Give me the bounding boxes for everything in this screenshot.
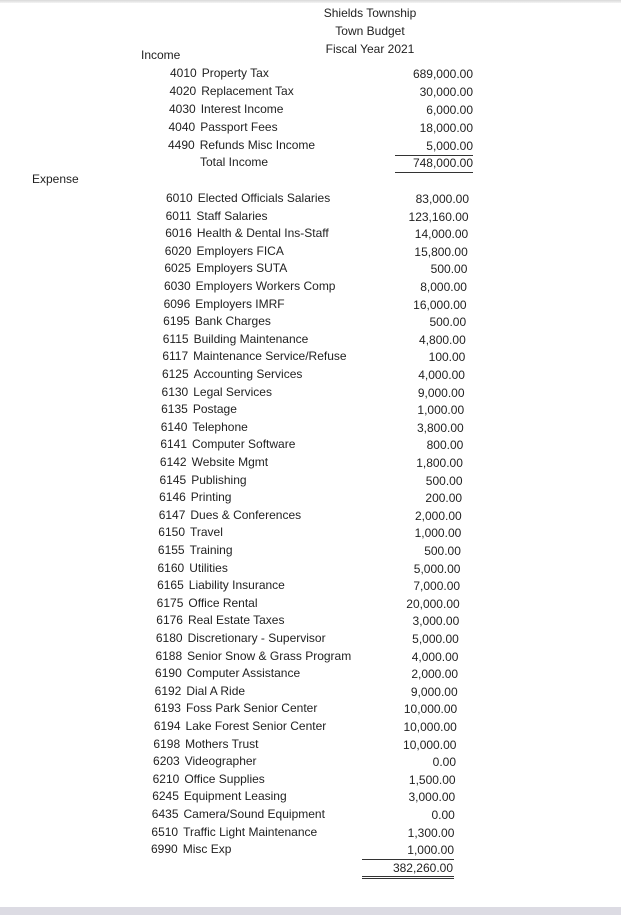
expense-account-code: 6195 [163,314,190,329]
expense-account-code: 6160 [157,560,185,575]
expense-account-code: 6025 [164,261,192,276]
expense-row [152,806,325,823]
expense-amount: 0.00 [432,755,457,770]
expense-row [155,665,300,682]
expense-account-code: 6165 [157,578,184,593]
expense-account-name: Employers SUTA [196,261,288,276]
expense-amount: 9,000.00 [417,385,465,400]
expense-row [161,401,237,418]
expense-account-code: 6192 [154,683,182,698]
expense-account-code: 6203 [153,754,180,769]
expense-row [152,788,286,805]
expense-account-code: 6130 [161,384,189,399]
expense-account-code: 6188 [155,648,183,663]
expense-account-name: Dues & Conferences [190,507,302,522]
expense-row [162,384,272,401]
expense-account-name: Telephone [192,419,248,434]
expense-row [158,524,223,541]
expense-account-code: 6194 [153,719,181,733]
income-amount: 30,000.00 [419,85,473,99]
expense-amount: 4,000.00 [411,649,459,664]
expense-amount: 3,800.00 [417,420,464,435]
income-account-code: 4020 [169,84,197,98]
expense-row [153,736,258,753]
expense-row [163,313,271,330]
expense-amount: 200.00 [425,491,463,506]
income-account-name: Passport Fees [200,120,278,134]
expense-account-code: 6010 [166,191,193,205]
expense-row [154,718,326,735]
expense-amount: 1,300.00 [407,825,455,840]
expense-account-code: 6096 [163,296,191,311]
expense-account-name: Bank Charges [194,314,271,329]
expense-account-name: Website Mgmt [191,455,269,469]
expense-amount: 7,000.00 [413,579,461,594]
income-amount: 689,000.00 [412,67,473,81]
total-income-label: Total Income [200,155,269,169]
expense-account-code: 6510 [151,824,179,839]
expense-amount: 10,000.00 [403,737,457,752]
expense-amount: 15,800.00 [414,244,468,259]
expense-row [159,489,231,506]
expense-account-code: 6150 [158,525,185,540]
expense-row [153,753,257,770]
expense-account-name: Building Maintenance [193,331,309,346]
expense-account-name: Employers Workers Comp [195,279,336,293]
expense-total-double-rule [362,876,454,879]
expense-account-name: Legal Services [193,384,272,399]
expense-row [162,348,346,365]
expense-row [164,260,287,277]
expense-amount: 800.00 [426,438,464,453]
expense-account-name: Publishing [191,472,247,487]
expense-amount: 1,000.00 [414,526,462,541]
expense-row [156,630,326,647]
expense-account-code: 6193 [154,701,181,716]
expense-amount: 3,000.00 [412,614,460,629]
expense-account-name: Postage [192,402,237,417]
expense-account-name: Discretionary - Supervisor [187,631,326,645]
expense-row [157,577,285,594]
expense-account-name: Liability Insurance [188,578,285,593]
expense-account-code: 6142 [159,455,187,469]
expense-account-code: 6180 [155,631,183,645]
expense-amount: 500.00 [425,473,463,488]
expense-amount: 2,000.00 [414,508,462,523]
expense-account-code: 6175 [156,595,184,610]
expense-row [160,436,295,453]
expense-account-name: Lake Forest Senior Center [185,719,327,733]
expense-account-code: 6141 [160,437,188,452]
income-row [170,65,269,82]
expense-account-code: 6198 [153,736,181,751]
income-account-code: 4490 [168,138,195,152]
expense-account-name: Videographer [184,754,257,769]
expense-amount: 3,000.00 [408,790,456,805]
expense-account-code: 6176 [156,613,183,628]
income-account-code: 4040 [168,120,196,134]
expense-account-code: 6145 [159,472,187,487]
expense-account-name: Misc Exp [182,842,232,857]
expense-amount: 4,000.00 [418,368,465,382]
expense-account-code: 6117 [162,349,189,364]
expense-amount: 83,000.00 [415,192,469,206]
expense-account-name: Staff Salaries [196,208,268,223]
expense-row [163,331,309,348]
expense-account-name: Office Supplies [184,771,265,786]
expense-account-code: 6135 [161,402,188,417]
expense-row [161,419,248,436]
expense-row [154,700,317,717]
income-account-name: Replacement Tax [201,84,294,98]
expense-account-code: 6140 [160,419,188,434]
expense-amount: 500.00 [429,315,467,330]
expense-account-name: Traffic Light Maintenance [183,824,318,839]
income-account-name: Refunds Misc Income [199,138,316,152]
expense-row [160,454,268,471]
expense-account-name: Accounting Services [193,367,303,381]
expense-amount: 1,000.00 [417,403,465,418]
expense-row [151,824,317,841]
expense-row [166,190,330,207]
expense-row [162,366,302,383]
expense-row [165,225,329,242]
expense-amount: 123,160.00 [408,209,469,224]
expense-row [158,542,233,559]
income-row [170,83,294,100]
income-account-code: 4010 [170,66,197,80]
expense-account-code: 6030 [163,279,191,293]
expense-row [159,507,301,524]
expense-account-name: Printing [190,490,232,505]
expense-row [157,560,227,577]
expense-account-code: 6210 [152,771,180,786]
expense-amount: 1,800.00 [416,456,463,470]
expense-row [164,278,336,295]
income-account-name: Property Tax [201,66,269,80]
viewer-bottom-bar [0,907,621,915]
expense-account-name: Office Rental [188,595,258,610]
expense-row [155,683,245,700]
expense-row [164,296,285,313]
expense-account-code: 6020 [164,243,192,258]
expense-account-name: Real Estate Taxes [187,613,285,628]
document-title-township: Shields Township [323,6,417,20]
income-amount: 18,000.00 [419,121,473,135]
expense-account-code: 6990 [151,842,178,857]
expense-row [151,841,231,858]
expense-account-name: Computer Software [192,437,296,452]
expense-amount: 100.00 [428,350,466,365]
income-amount: 5,000.00 [426,139,473,153]
expense-row [155,648,351,665]
expense-amount: 5,000.00 [412,632,459,646]
total-expense-amount: 382,260.00 [392,861,453,875]
expense-amount: 9,000.00 [410,684,458,699]
document-title-fiscal-year: Fiscal Year 2021 [325,42,415,56]
expense-row [160,472,247,489]
expense-amount: 10,000.00 [403,720,457,734]
expense-amount: 0.00 [431,808,455,822]
expense-account-name: Mothers Trust [185,736,259,751]
expense-account-name: Employers IMRF [195,296,285,311]
expense-account-code: 6435 [151,807,179,821]
expense-account-code: 6147 [158,507,186,522]
expense-amount: 5,000.00 [413,561,461,576]
expense-account-name: Employers FICA [196,243,284,258]
income-amount: 6,000.00 [426,103,473,117]
expense-account-code: 6016 [165,226,192,241]
expense-amount: 1,500.00 [408,772,456,787]
income-section-label: Income [141,48,181,62]
expense-row [153,771,265,788]
expense-amount: 20,000.00 [406,596,460,611]
expense-account-name: Health & Dental Ins-Staff [196,226,329,241]
total-income-amount: 748,000.00 [412,156,473,170]
expense-account-name: Senior Snow & Grass Program [187,648,352,663]
expense-amount: 8,000.00 [420,280,467,294]
expense-account-name: Computer Assistance [186,666,301,681]
expense-account-name: Maintenance Service/Refuse [193,349,347,364]
expense-account-code: 6155 [157,543,185,557]
expense-amount: 4,800.00 [419,332,466,347]
expense-amount: 10,000.00 [403,702,458,717]
expense-amount: 14,000.00 [414,227,469,242]
expense-account-name: Utilities [189,560,228,575]
expense-account-code: 6011 [165,208,192,223]
expense-amount: 500.00 [424,544,461,558]
expense-account-code: 6190 [155,666,182,681]
expense-account-name: Dial A Ride [186,683,246,698]
income-account-name: Interest Income [200,102,284,116]
expense-account-name: Travel [190,525,223,540]
expense-row [157,595,258,612]
expense-account-name: Foss Park Senior Center [185,701,318,716]
expense-account-name: Training [189,543,233,557]
income-account-code: 4030 [169,102,196,116]
expense-amount: 16,000.00 [413,297,467,312]
expense-account-name: Camera/Sound Equipment [183,807,325,821]
document-title-budget: Town Budget [335,24,405,38]
income-row [169,119,278,136]
expense-account-code: 6115 [162,331,189,346]
expense-amount: 1,000.00 [407,843,454,858]
expense-account-name: Equipment Leasing [183,789,287,804]
income-row [168,137,315,154]
expense-row [165,243,284,260]
expense-account-name: Elected Officials Salaries [197,191,331,205]
expense-account-code: 6125 [161,367,189,381]
income-row [169,101,283,118]
expense-row [156,612,284,629]
expense-account-code: 6245 [152,789,179,804]
expense-row [166,208,268,225]
expense-section-label: Expense [32,172,79,186]
expense-account-code: 6146 [159,490,186,505]
expense-amount: 2,000.00 [411,667,459,682]
expense-amount: 500.00 [430,262,468,277]
income-total-rule [395,172,473,173]
